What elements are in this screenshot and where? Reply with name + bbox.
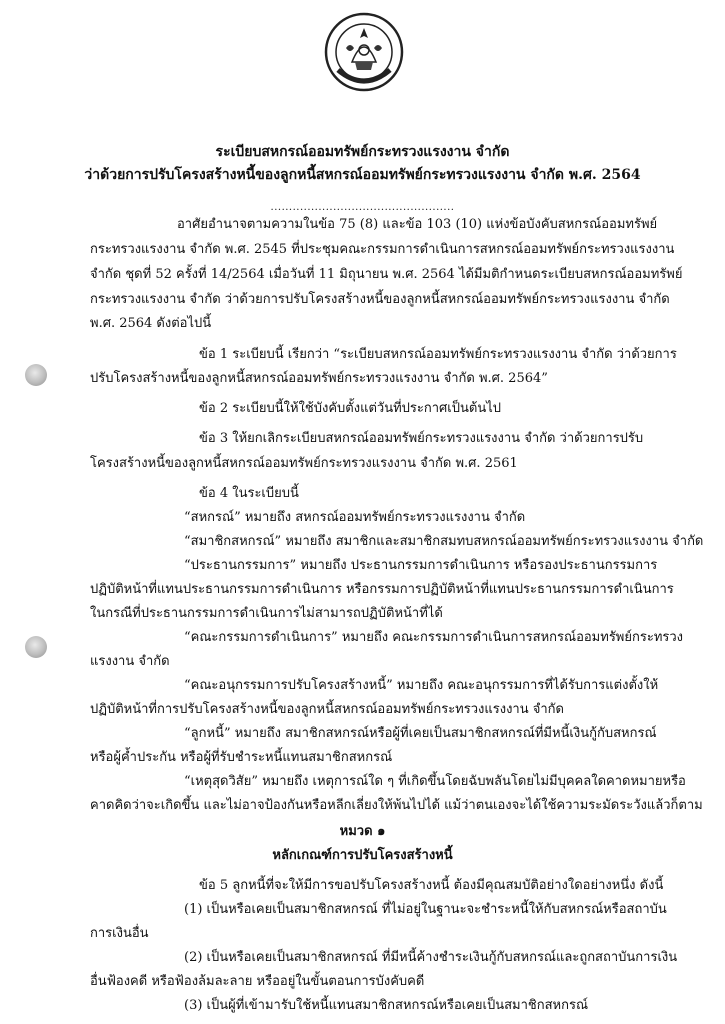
document-title: ระเบียบสหกรณ์ออมทรัพย์กระทรวงแรงงาน จำกัด — [215, 144, 510, 160]
clause-2: ข้อ 2 ระเบียบนี้ให้ใช้บังคับตั้งแต่วันที่ประกาศเป็นต้นไป — [199, 401, 501, 416]
definition-line: แรงงาน จำกัด — [90, 654, 170, 669]
clause-1-line: ข้อ 1 ระเบียบนี้ เรียกว่า “ระเบียบสหกรณ์ออมทรัพย์กระทรวงแรงงาน จำกัด ว่าด้วยการ — [199, 347, 677, 362]
definition-line: “ประธานกรรมการ” หมายถึง ประธานกรรมการดำเนินการ หรือรองประธานกรรมการ — [184, 558, 658, 573]
definition-line: “สหกรณ์” หมายถึง สหกรณ์ออมทรัพย์กระทรวงแรงงาน จำกัด — [184, 510, 526, 525]
document-subtitle: ว่าด้วยการปรับโครงสร้างหนี้ของลูกหนี้สหกรณ์ออมทรัพย์กระทรวงแรงงาน จำกัด พ.ศ. 2564 — [84, 167, 641, 183]
clause-3-line: โครงสร้างหนี้ของลูกหนี้สหกรณ์ออมทรัพย์กระทรวงแรงงาน จำกัด พ.ศ. 2561 — [90, 456, 518, 471]
title-divider: .................................................. — [270, 202, 455, 213]
preamble-line: กระทรวงแรงงาน จำกัด ว่าด้วยการปรับโครงสร้างหนี้ของลูกหนี้สหกรณ์ออมทรัพย์กระทรวงแรงงาน จำกัด — [90, 292, 670, 307]
clause-5: ข้อ 5 ลูกหนี้ที่จะให้มีการขอปรับโครงสร้างหนี้ ต้องมีคุณสมบัติอย่างใดอย่างหนึ่ง ดังนี้ — [199, 878, 664, 893]
cooperative-seal-logo — [324, 12, 404, 92]
preamble-line: กระทรวงแรงงาน จำกัด พ.ศ. 2545 ที่ประชุมคณะกรรมการดำเนินการสหกรณ์ออมทรัพย์กระทรวงแรงงาน — [90, 242, 675, 257]
clause-4: ข้อ 4 ในระเบียบนี้ — [199, 486, 299, 501]
chapter-title: หลักเกณฑ์การปรับโครงสร้างหนี้ — [272, 848, 453, 863]
definition-line: “ลูกหนี้” หมายถึง สมาชิกสหกรณ์หรือผู้ที่เคยเป็นสมาชิกสหกรณ์ที่มีหนี้เงินกู้กับสหกรณ์ — [184, 726, 657, 741]
qualification-line: (3) เป็นผู้ที่เข้ามารับใช้หนี้แทนสมาชิกสหกรณ์หรือเคยเป็นสมาชิกสหกรณ์ — [184, 998, 589, 1013]
preamble-line: จำกัด ชุดที่ 52 ครั้งที่ 14/2564 เมื่อวันที่ 11 มิถุนายน พ.ศ. 2564 ได้มีมติกำหนดระเบียบสหกรณ์ออมทรัพย์ — [90, 267, 683, 282]
chapter-number: หมวด ๑ — [339, 824, 386, 839]
preamble-line: อาศัยอำนาจตามความในข้อ 75 (8) และข้อ 103 (10) แห่งข้อบังคับสหกรณ์ออมทรัพย์ — [177, 217, 658, 232]
definition-line: หรือผู้ค้ำประกัน หรือผู้ที่รับชำระหนี้แทนสมาชิกสหกรณ์ — [90, 750, 393, 765]
definition-line: “คณะอนุกรรมการปรับโครงสร้างหนี้” หมายถึง คณะอนุกรรมการที่ได้รับการแต่งตั้งให้ — [184, 678, 659, 693]
definition-line: คาดคิดว่าจะเกิดขึ้น และไม่อาจป้องกันหรือหลีกเลี่ยงให้พ้นไปได้ แม้ว่าตนเองจะได้ใช้ความระมัดระวังแล้วก็ตาม — [90, 798, 703, 813]
qualification-line: (1) เป็นหรือเคยเป็นสมาชิกสหกรณ์ ที่ไม่อยู่ในฐานะจะชำระหนี้ให้กับสหกรณ์หรือสถาบัน — [184, 902, 667, 917]
qualification-line: (2) เป็นหรือเคยเป็นสมาชิกสหกรณ์ ที่มีหนี้ค้างชำระเงินกู้กับสหกรณ์และถูกสถาบันการเงิน — [184, 950, 678, 965]
definition-line: ในกรณีที่ประธานกรรมการดำเนินการไม่สามารถปฏิบัติหน้าที่ได้ — [90, 606, 443, 621]
punch-hole — [25, 636, 47, 658]
clause-1-line: ปรับโครงสร้างหนี้ของลูกหนี้สหกรณ์ออมทรัพย์กระทรวงแรงงาน จำกัด พ.ศ. 2564” — [90, 371, 548, 386]
punch-hole — [25, 364, 47, 386]
preamble-line: พ.ศ. 2564 ดังต่อไปนี้ — [90, 316, 212, 331]
definition-line: “สมาชิกสหกรณ์” หมายถึง สมาชิกและสมาชิกสมทบสหกรณ์ออมทรัพย์กระทรวงแรงงาน จำกัด — [184, 534, 704, 549]
qualification-line: อื่นฟ้องคดี หรือฟ้องล้มละลาย หรืออยู่ในขั้นตอนการบังคับคดี — [90, 974, 425, 989]
definition-line: ปฏิบัติหน้าที่การปรับโครงสร้างหนี้ของลูกหนี้สหกรณ์ออมทรัพย์กระทรวงแรงงาน จำกัด — [90, 702, 564, 717]
definition-line: “คณะกรรมการดำเนินการ” หมายถึง คณะกรรมการดำเนินการสหกรณ์ออมทรัพย์กระทรวง — [184, 630, 684, 645]
clause-3-line: ข้อ 3 ให้ยกเลิกระเบียบสหกรณ์ออมทรัพย์กระทรวงแรงงาน จำกัด ว่าด้วยการปรับ — [199, 431, 644, 446]
qualification-line: การเงินอื่น — [90, 926, 149, 941]
seal-icon — [324, 12, 404, 92]
definition-line: ปฏิบัติหน้าที่แทนประธานกรรมการดำเนินการ หรือกรรมการปฏิบัติหน้าที่แทนประธานกรรมการดำเนินการ — [90, 582, 674, 597]
definition-line: “เหตุสุดวิสัย” หมายถึง เหตุการณ์ใด ๆ ที่เกิดขึ้นโดยฉับพลันโดยไม่มีบุคคลใดคาดหมายหรือ — [184, 774, 686, 789]
